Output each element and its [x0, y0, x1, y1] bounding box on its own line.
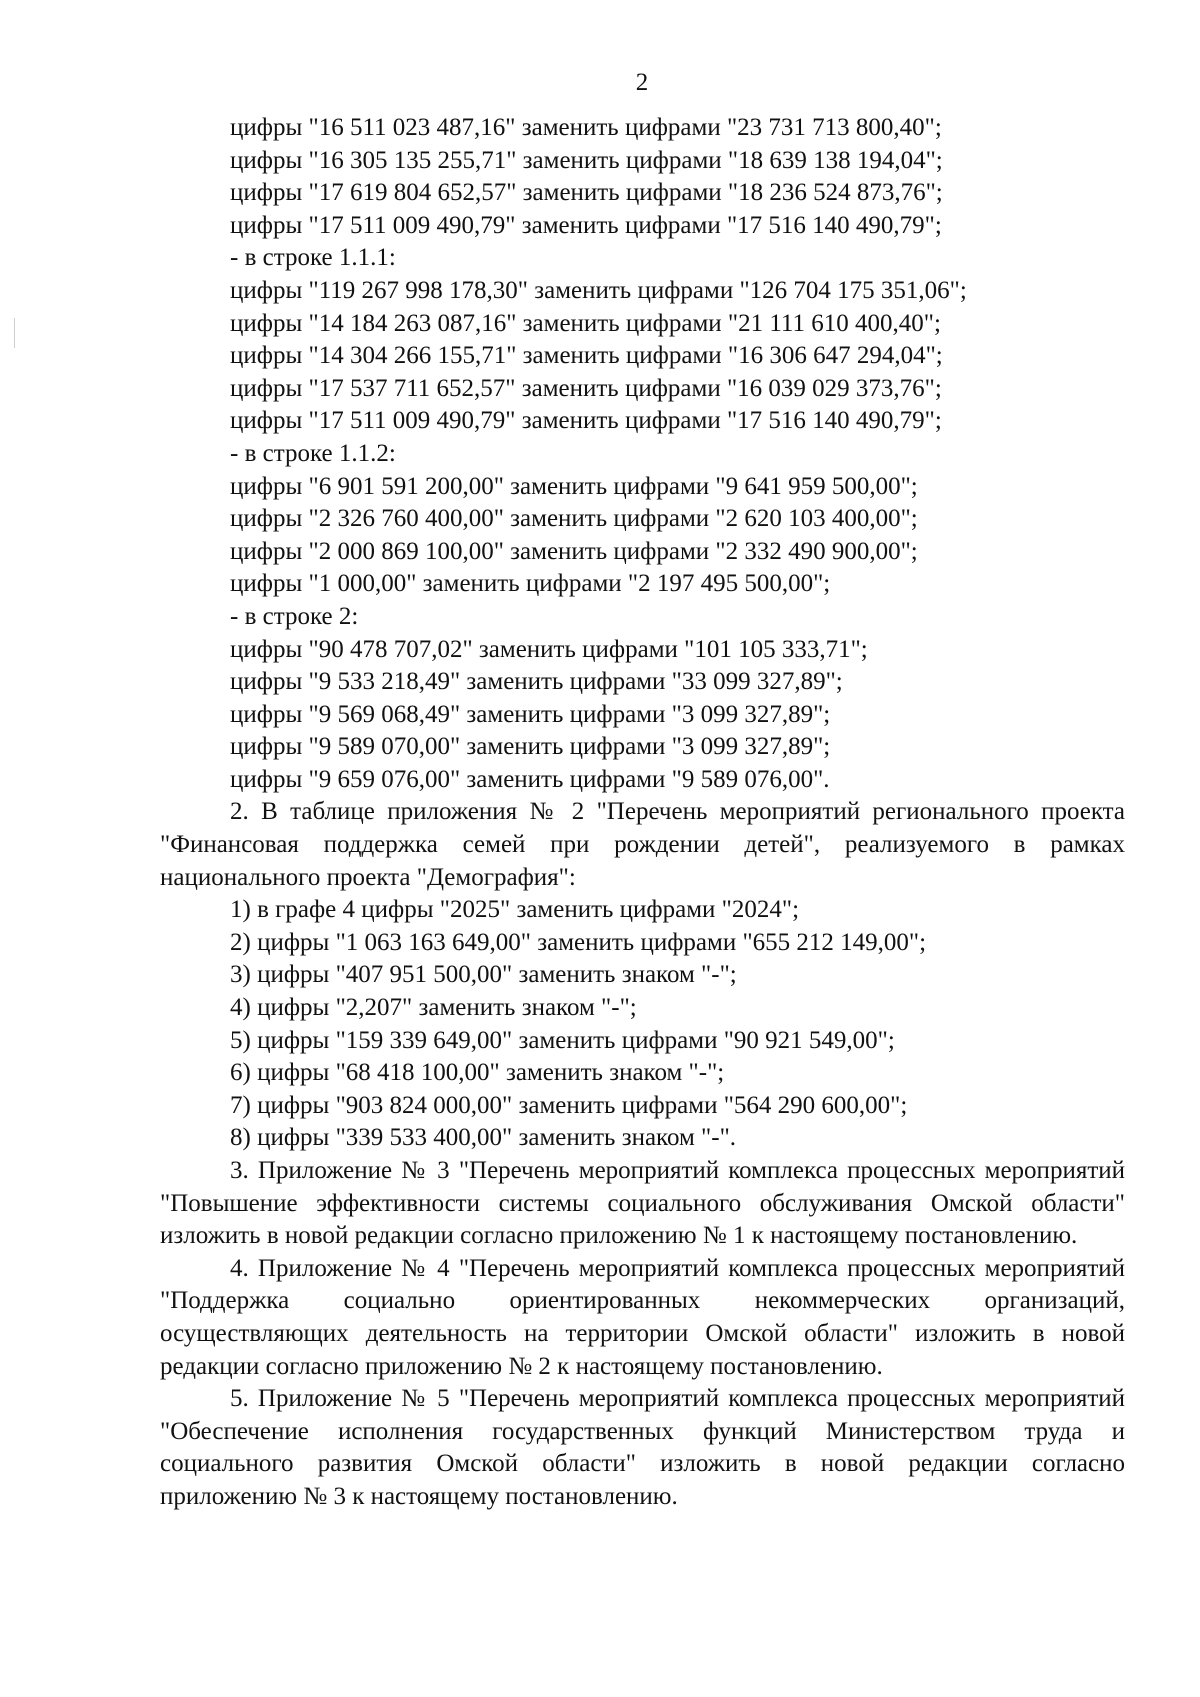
replacement-line: цифры "2 000 869 100,00" заменить цифрами "2 332 490 900,00"; — [230, 537, 918, 565]
replacement-line: цифры "9 569 068,49" заменить цифрами "3 099 327,89"; — [230, 700, 831, 728]
list-item: 2) цифры "1 063 163 649,00" заменить цифрами "655 212 149,00"; — [230, 928, 927, 956]
replacement-line: цифры "9 533 218,49" заменить цифрами "33 099 327,89"; — [230, 668, 843, 696]
scan-margin-mark — [14, 318, 15, 348]
row-heading: - в строке 1.1.2: — [230, 439, 396, 467]
page-number: 2 — [635, 69, 649, 96]
replacement-line: цифры "17 537 711 652,57" заменить цифрами "16 039 029 373,76"; — [230, 374, 942, 402]
list-item: 8) цифры "339 533 400,00" заменить знаком "-". — [230, 1124, 737, 1152]
replacement-line: цифры "17 511 009 490,79" заменить цифрами "17 516 140 490,79"; — [230, 211, 942, 239]
list-item: 4) цифры "2,207" заменить знаком "-"; — [230, 994, 637, 1022]
replacement-line: цифры "17 619 804 652,57" заменить цифрами "18 236 524 873,76"; — [230, 179, 943, 207]
replacement-line: цифры "2 326 760 400,00" заменить цифрами "2 620 103 400,00"; — [230, 505, 918, 533]
replacement-line: цифры "14 184 263 087,16" заменить цифрами "21 111 610 400,40"; — [230, 309, 941, 337]
row-heading: - в строке 2: — [230, 602, 359, 630]
paragraph-4: 4. Приложение № 4 "Перечень мероприятий комплекса процессных мероприятий "Поддержка социально ориентированных некоммерческих организаций, осуществляющих деятельность на территории Омской области" изложить в новой редакции согласно приложению № 2 к настоящему постановлению. — [160, 1254, 1125, 1380]
list-item: 7) цифры "903 824 000,00" заменить цифрами "564 290 600,00"; — [230, 1091, 908, 1119]
replacement-line: цифры "14 304 266 155,71" заменить цифрами "16 306 647 294,04"; — [230, 342, 943, 370]
row-heading: - в строке 1.1.1: — [230, 244, 396, 272]
list-item: 3) цифры "407 951 500,00" заменить знаком "-"; — [230, 961, 737, 989]
replacement-line: цифры "90 478 707,02" заменить цифрами "101 105 333,71"; — [230, 635, 868, 663]
replacement-line: цифры "1 000,00" заменить цифрами "2 197 495 500,00"; — [230, 570, 831, 598]
document-body — [160, 112, 1125, 1514]
paragraph-2-items — [160, 894, 1125, 1155]
replacement-line: цифры "6 901 591 200,00" заменить цифрами "9 641 959 500,00"; — [230, 472, 918, 500]
replacement-line: цифры "16 305 135 255,71" заменить цифрами "18 639 138 194,04"; — [230, 146, 943, 174]
replacement-line: цифры "17 511 009 490,79" заменить цифрами "17 516 140 490,79"; — [230, 407, 942, 435]
list-item: 5) цифры "159 339 649,00" заменить цифрами "90 921 549,00"; — [230, 1026, 895, 1054]
list-item: 6) цифры "68 418 100,00" заменить знаком "-"; — [230, 1059, 725, 1087]
list-item: 1) в графе 4 цифры "2025" заменить цифрами "2024"; — [230, 896, 800, 924]
replacement-line: цифры "16 511 023 487,16" заменить цифрами "23 731 713 800,40"; — [230, 114, 942, 141]
replacement-line: цифры "119 267 998 178,30" заменить цифрами "126 704 175 351,06"; — [230, 276, 967, 304]
replacement-lines — [160, 112, 1125, 796]
replacement-line: цифры "9 659 076,00" заменить цифрами "9 589 076,00". — [230, 765, 830, 793]
paragraph-3: 3. Приложение № 3 "Перечень мероприятий комплекса процессных мероприятий "Повышение эффективности системы социального обслуживания Омской области" изложить в новой редакции согласно приложению № 1 к настоящему постановлению. — [160, 1157, 1125, 1250]
paragraph-2: 2. В таблице приложения № 2 "Перечень мероприятий регионального проекта "Финансовая поддержка семей при рождении детей", реализуемого в рамках национального проекта "Демография": — [160, 798, 1125, 891]
replacement-line: цифры "9 589 070,00" заменить цифрами "3 099 327,89"; — [230, 733, 831, 761]
paragraph-5: 5. Приложение № 5 "Перечень мероприятий комплекса процессных мероприятий "Обеспечение исполнения государственных функций Министерством труда и социального развития Омской области" изложить в новой редакции согласно приложению № 3 к настоящему постановлению. — [160, 1385, 1125, 1510]
